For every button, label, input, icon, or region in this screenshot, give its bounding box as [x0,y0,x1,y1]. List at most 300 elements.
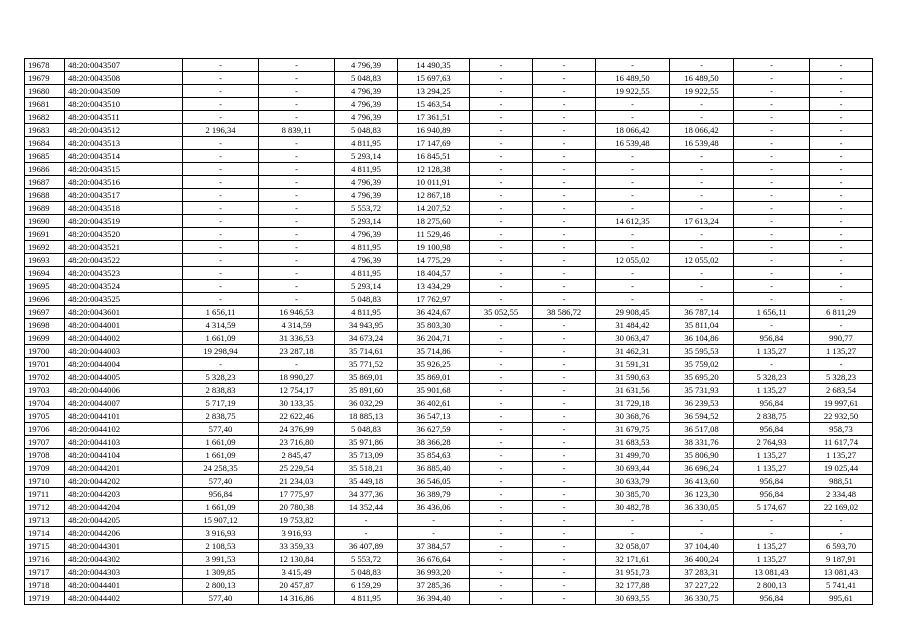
value-cell: 4 811,95 [335,241,398,254]
value-cell: 5 293,14 [335,280,398,293]
table-row [25,241,873,254]
table-row [25,475,873,488]
value-cell: - [734,527,810,540]
cadastral-number-cell: 48:20:0043509 [65,85,183,98]
row-number-cell: 19712 [25,501,65,514]
value-cell: 1 661,09 [183,449,259,462]
value-cell: - [533,475,596,488]
value-cell: - [533,410,596,423]
value-cell: 4 811,95 [335,306,398,319]
value-cell: - [596,228,670,241]
value-cell: 35 901,68 [398,384,470,397]
value-cell: - [259,215,335,228]
value-cell: - [533,254,596,267]
value-cell: - [533,202,596,215]
value-cell: 18 404,57 [398,267,470,280]
value-cell: 35 811,04 [670,319,734,332]
value-cell: - [810,163,873,176]
value-cell: - [670,280,734,293]
value-cell: - [596,202,670,215]
cadastral-number-cell: 48:20:0043513 [65,137,183,150]
value-cell: 1 656,11 [734,306,810,319]
table-row [25,371,873,384]
value-cell: - [183,150,259,163]
value-cell: 5 717,19 [183,397,259,410]
value-cell: - [183,111,259,124]
value-cell: 18 066,42 [670,124,734,137]
row-number-cell: 19678 [25,59,65,72]
value-cell: 30 385,70 [596,488,670,501]
value-cell: 16 940,89 [398,124,470,137]
value-cell: - [533,501,596,514]
value-cell: 36 436,06 [398,501,470,514]
value-cell: 37 104,40 [670,540,734,553]
value-cell: - [470,241,533,254]
value-cell: 17 775,97 [259,488,335,501]
value-cell: - [670,527,734,540]
value-cell: 14 490,35 [398,59,470,72]
row-number-cell: 19689 [25,202,65,215]
value-cell: - [810,176,873,189]
table-row [25,566,873,579]
value-cell: - [810,98,873,111]
cadastral-number-cell: 48:20:0043517 [65,189,183,202]
value-cell: - [183,137,259,150]
value-cell: 36 239,53 [670,397,734,410]
value-cell: 35 731,93 [670,384,734,397]
value-cell: - [470,358,533,371]
value-cell: 37 227,22 [670,579,734,592]
value-cell: 956,84 [734,475,810,488]
value-cell: 36 517,08 [670,423,734,436]
value-cell: 577,40 [183,475,259,488]
value-cell: - [470,345,533,358]
value-cell: 14 612,35 [596,215,670,228]
value-cell: - [183,228,259,241]
value-cell: - [670,150,734,163]
cadastral-number-cell: 48:20:0044004 [65,358,183,371]
value-cell: - [259,358,335,371]
value-cell: 20 780,38 [259,501,335,514]
value-cell: - [259,280,335,293]
value-cell: - [183,189,259,202]
value-cell: 14 775,29 [398,254,470,267]
value-cell: 956,84 [734,397,810,410]
value-cell: - [470,98,533,111]
table-row [25,579,873,592]
value-cell: 956,84 [734,332,810,345]
value-cell: 37 384,57 [398,540,470,553]
value-cell: - [810,202,873,215]
cadastral-number-cell: 48:20:0044202 [65,475,183,488]
value-cell: - [670,163,734,176]
value-cell: - [470,475,533,488]
value-cell: - [596,527,670,540]
table-row [25,423,873,436]
value-cell: - [810,124,873,137]
value-cell: 31 951,73 [596,566,670,579]
value-cell: 22 622,46 [259,410,335,423]
value-cell: 16 946,53 [259,306,335,319]
value-cell: 34 673,24 [335,332,398,345]
value-cell: - [734,176,810,189]
table-row [25,358,873,371]
cadastral-number-cell: 48:20:0044205 [65,514,183,527]
value-cell: - [533,293,596,306]
value-cell: - [810,72,873,85]
cadastral-number-cell: 48:20:0043523 [65,267,183,280]
value-cell: 5 048,83 [335,124,398,137]
value-cell: - [810,85,873,98]
value-cell: - [596,293,670,306]
cadastral-number-cell: 48:20:0044104 [65,449,183,462]
value-cell: - [734,150,810,163]
value-cell: - [470,293,533,306]
cadastral-number-cell: 48:20:0043512 [65,124,183,137]
row-number-cell: 19705 [25,410,65,423]
value-cell: - [734,254,810,267]
value-cell: 4 796,39 [335,189,398,202]
value-cell: - [470,189,533,202]
value-cell: - [335,514,398,527]
cadastral-number-cell: 48:20:0044001 [65,319,183,332]
value-cell: - [470,163,533,176]
cadastral-number-cell: 48:20:0044005 [65,371,183,384]
value-cell: - [810,254,873,267]
value-cell: - [259,111,335,124]
value-cell: 19 025,44 [810,462,873,475]
value-cell: - [259,176,335,189]
cadastral-number-cell: 48:20:0043525 [65,293,183,306]
value-cell: 30 633,79 [596,475,670,488]
value-cell: 1 135,27 [734,345,810,358]
cadastral-number-cell: 48:20:0043520 [65,228,183,241]
value-cell: - [533,371,596,384]
value-cell: 5 048,83 [335,293,398,306]
value-cell: 19 922,55 [670,85,734,98]
value-cell: - [670,98,734,111]
value-cell: 36 394,40 [398,592,470,605]
value-cell: - [259,202,335,215]
value-cell: - [533,98,596,111]
value-cell: - [470,488,533,501]
cadastral-number-cell: 48:20:0044006 [65,384,183,397]
value-cell: - [470,137,533,150]
value-cell: - [259,163,335,176]
table-row [25,176,873,189]
value-cell: 5 048,83 [335,566,398,579]
table-row [25,592,873,605]
value-cell: 3 415,49 [259,566,335,579]
row-number-cell: 19693 [25,254,65,267]
cadastral-number-cell: 48:20:0043515 [65,163,183,176]
value-cell: 34 943,95 [335,319,398,332]
value-cell: 2 108,53 [183,540,259,553]
value-cell: - [670,293,734,306]
row-number-cell: 19681 [25,98,65,111]
table-row [25,332,873,345]
table-row [25,514,873,527]
value-cell: 36 993,20 [398,566,470,579]
value-cell: 23 287,18 [259,345,335,358]
value-cell: 31 631,56 [596,384,670,397]
value-cell: 19 997,61 [810,397,873,410]
table-row [25,85,873,98]
row-number-cell: 19691 [25,228,65,241]
value-cell: 31 679,75 [596,423,670,436]
value-cell: 24 258,35 [183,462,259,475]
value-cell: 17 613,24 [670,215,734,228]
value-cell: 35 771,52 [335,358,398,371]
value-cell: - [335,527,398,540]
row-number-cell: 19679 [25,72,65,85]
row-number-cell: 19715 [25,540,65,553]
value-cell: 19 922,55 [596,85,670,98]
value-cell: 1 135,27 [734,449,810,462]
value-cell: 11 617,74 [810,436,873,449]
value-cell: - [596,163,670,176]
value-cell: - [259,241,335,254]
value-cell: 30 133,35 [259,397,335,410]
value-cell: 36 787,14 [670,306,734,319]
value-cell: 577,40 [183,423,259,436]
cadastral-number-cell: 48:20:0044303 [65,566,183,579]
value-cell: - [670,189,734,202]
value-cell: 5 174,67 [734,501,810,514]
value-cell: - [259,189,335,202]
value-cell: 38 586,72 [533,306,596,319]
value-cell: - [259,59,335,72]
value-cell: 30 482,78 [596,501,670,514]
table-row [25,553,873,566]
value-cell: - [810,111,873,124]
value-cell: - [259,85,335,98]
value-cell: - [810,293,873,306]
value-cell: 16 489,50 [596,72,670,85]
cadastral-number-cell: 48:20:0044103 [65,436,183,449]
row-number-cell: 19714 [25,527,65,540]
value-cell: - [183,202,259,215]
value-cell: 10 011,91 [398,176,470,189]
table-row [25,293,873,306]
value-cell: 35 891,60 [335,384,398,397]
value-cell: - [670,514,734,527]
value-cell: 12 130,84 [259,553,335,566]
value-cell: 2 196,34 [183,124,259,137]
value-cell: - [533,215,596,228]
table-row [25,202,873,215]
value-cell: - [734,59,810,72]
value-cell: 2 764,93 [734,436,810,449]
value-cell: 14 207,52 [398,202,470,215]
value-cell: - [259,267,335,280]
value-cell: - [596,150,670,163]
value-cell: 31 484,42 [596,319,670,332]
value-cell: 22 932,50 [810,410,873,423]
value-cell: 5 553,72 [335,202,398,215]
value-cell: - [183,59,259,72]
value-cell: - [596,189,670,202]
value-cell: - [470,215,533,228]
value-cell: - [470,592,533,605]
value-cell: 4 811,95 [335,592,398,605]
value-cell: - [734,189,810,202]
value-cell: 36 885,40 [398,462,470,475]
row-number-cell: 19704 [25,397,65,410]
value-cell: - [183,293,259,306]
value-cell: 13 434,29 [398,280,470,293]
value-cell: 35 806,90 [670,449,734,462]
value-cell: - [596,111,670,124]
cadastral-number-cell: 48:20:0043514 [65,150,183,163]
value-cell: - [810,189,873,202]
cadastral-number-cell: 48:20:0044301 [65,540,183,553]
value-cell: - [734,319,810,332]
value-cell: 19 298,94 [183,345,259,358]
value-cell: 4 811,95 [335,267,398,280]
value-cell: - [596,98,670,111]
value-cell: - [470,267,533,280]
value-cell: 14 316,86 [259,592,335,605]
value-cell: - [596,241,670,254]
value-cell: 36 032,29 [335,397,398,410]
value-cell: - [533,228,596,241]
value-cell: 4 314,59 [183,319,259,332]
value-cell: 29 908,45 [596,306,670,319]
value-cell: 25 229,54 [259,462,335,475]
value-cell: - [670,202,734,215]
value-cell: 36 594,52 [670,410,734,423]
value-cell: - [470,501,533,514]
value-cell: 12 055,02 [596,254,670,267]
table-row [25,72,873,85]
value-cell: 12 055,02 [670,254,734,267]
value-cell: 6 593,70 [810,540,873,553]
value-cell: - [734,98,810,111]
value-cell: - [470,228,533,241]
value-cell: 20 457,87 [259,579,335,592]
value-cell: - [533,280,596,293]
value-cell: 1 135,27 [734,553,810,566]
value-cell: 956,84 [734,592,810,605]
row-number-cell: 19685 [25,150,65,163]
value-cell: 35 714,61 [335,345,398,358]
value-cell: 16 539,48 [596,137,670,150]
value-cell: - [810,514,873,527]
value-cell: 19 753,82 [259,514,335,527]
row-number-cell: 19708 [25,449,65,462]
value-cell: 36 104,86 [670,332,734,345]
row-number-cell: 19694 [25,267,65,280]
value-cell: - [533,449,596,462]
row-number-cell: 19680 [25,85,65,98]
value-cell: - [533,72,596,85]
row-number-cell: 19684 [25,137,65,150]
value-cell: 5 328,23 [183,371,259,384]
value-cell: - [183,254,259,267]
value-cell: 35 854,63 [398,449,470,462]
value-cell: - [470,111,533,124]
value-cell: 4 811,95 [335,137,398,150]
table-row [25,436,873,449]
value-cell: - [670,228,734,241]
value-cell: - [533,85,596,98]
value-cell: 35 695,20 [670,371,734,384]
value-cell: - [470,384,533,397]
value-cell: 3 916,93 [259,527,335,540]
cadastral-number-cell: 48:20:0044204 [65,501,183,514]
value-cell: - [183,163,259,176]
cadastral-number-cell: 48:20:0043522 [65,254,183,267]
value-cell: 18 066,42 [596,124,670,137]
value-cell: - [810,59,873,72]
value-cell: 36 402,61 [398,397,470,410]
value-cell: 4 811,95 [335,163,398,176]
value-cell: 36 413,60 [670,475,734,488]
value-cell: 37 285,36 [398,579,470,592]
value-cell: - [470,397,533,410]
value-cell: 6 811,29 [810,306,873,319]
value-cell: 36 407,89 [335,540,398,553]
value-cell: 2 800,13 [183,579,259,592]
value-cell: 3 991,53 [183,553,259,566]
row-number-cell: 19700 [25,345,65,358]
value-cell: - [398,527,470,540]
value-cell: 32 177,88 [596,579,670,592]
cadastral-number-cell: 48:20:0044402 [65,592,183,605]
value-cell: 4 314,59 [259,319,335,332]
value-cell: - [810,280,873,293]
value-cell: - [183,358,259,371]
row-number-cell: 19711 [25,488,65,501]
table-row [25,306,873,319]
table-row [25,319,873,332]
value-cell: 18 885,13 [335,410,398,423]
value-cell: - [734,137,810,150]
value-cell: - [533,579,596,592]
value-cell: - [183,98,259,111]
row-number-cell: 19687 [25,176,65,189]
value-cell: - [533,150,596,163]
row-number-cell: 19683 [25,124,65,137]
value-cell: 3 916,93 [183,527,259,540]
row-number-cell: 19696 [25,293,65,306]
value-cell: 17 361,51 [398,111,470,124]
value-cell: - [533,592,596,605]
table-row [25,280,873,293]
cadastral-number-cell: 48:20:0043601 [65,306,183,319]
value-cell: - [470,514,533,527]
value-cell: 18 990,27 [259,371,335,384]
data-table [24,58,873,605]
value-cell: - [734,72,810,85]
cadastral-number-cell: 48:20:0044003 [65,345,183,358]
row-number-cell: 19706 [25,423,65,436]
cadastral-number-cell: 48:20:0044101 [65,410,183,423]
value-cell: 31 729,18 [596,397,670,410]
value-cell: 14 352,44 [335,501,398,514]
value-cell: 35 713,09 [335,449,398,462]
row-number-cell: 19699 [25,332,65,345]
value-cell: - [470,423,533,436]
value-cell: - [533,488,596,501]
row-number-cell: 19713 [25,514,65,527]
row-number-cell: 19690 [25,215,65,228]
value-cell: 12 867,18 [398,189,470,202]
table-body [25,59,873,605]
row-number-cell: 19709 [25,462,65,475]
value-cell: 5 293,14 [335,215,398,228]
